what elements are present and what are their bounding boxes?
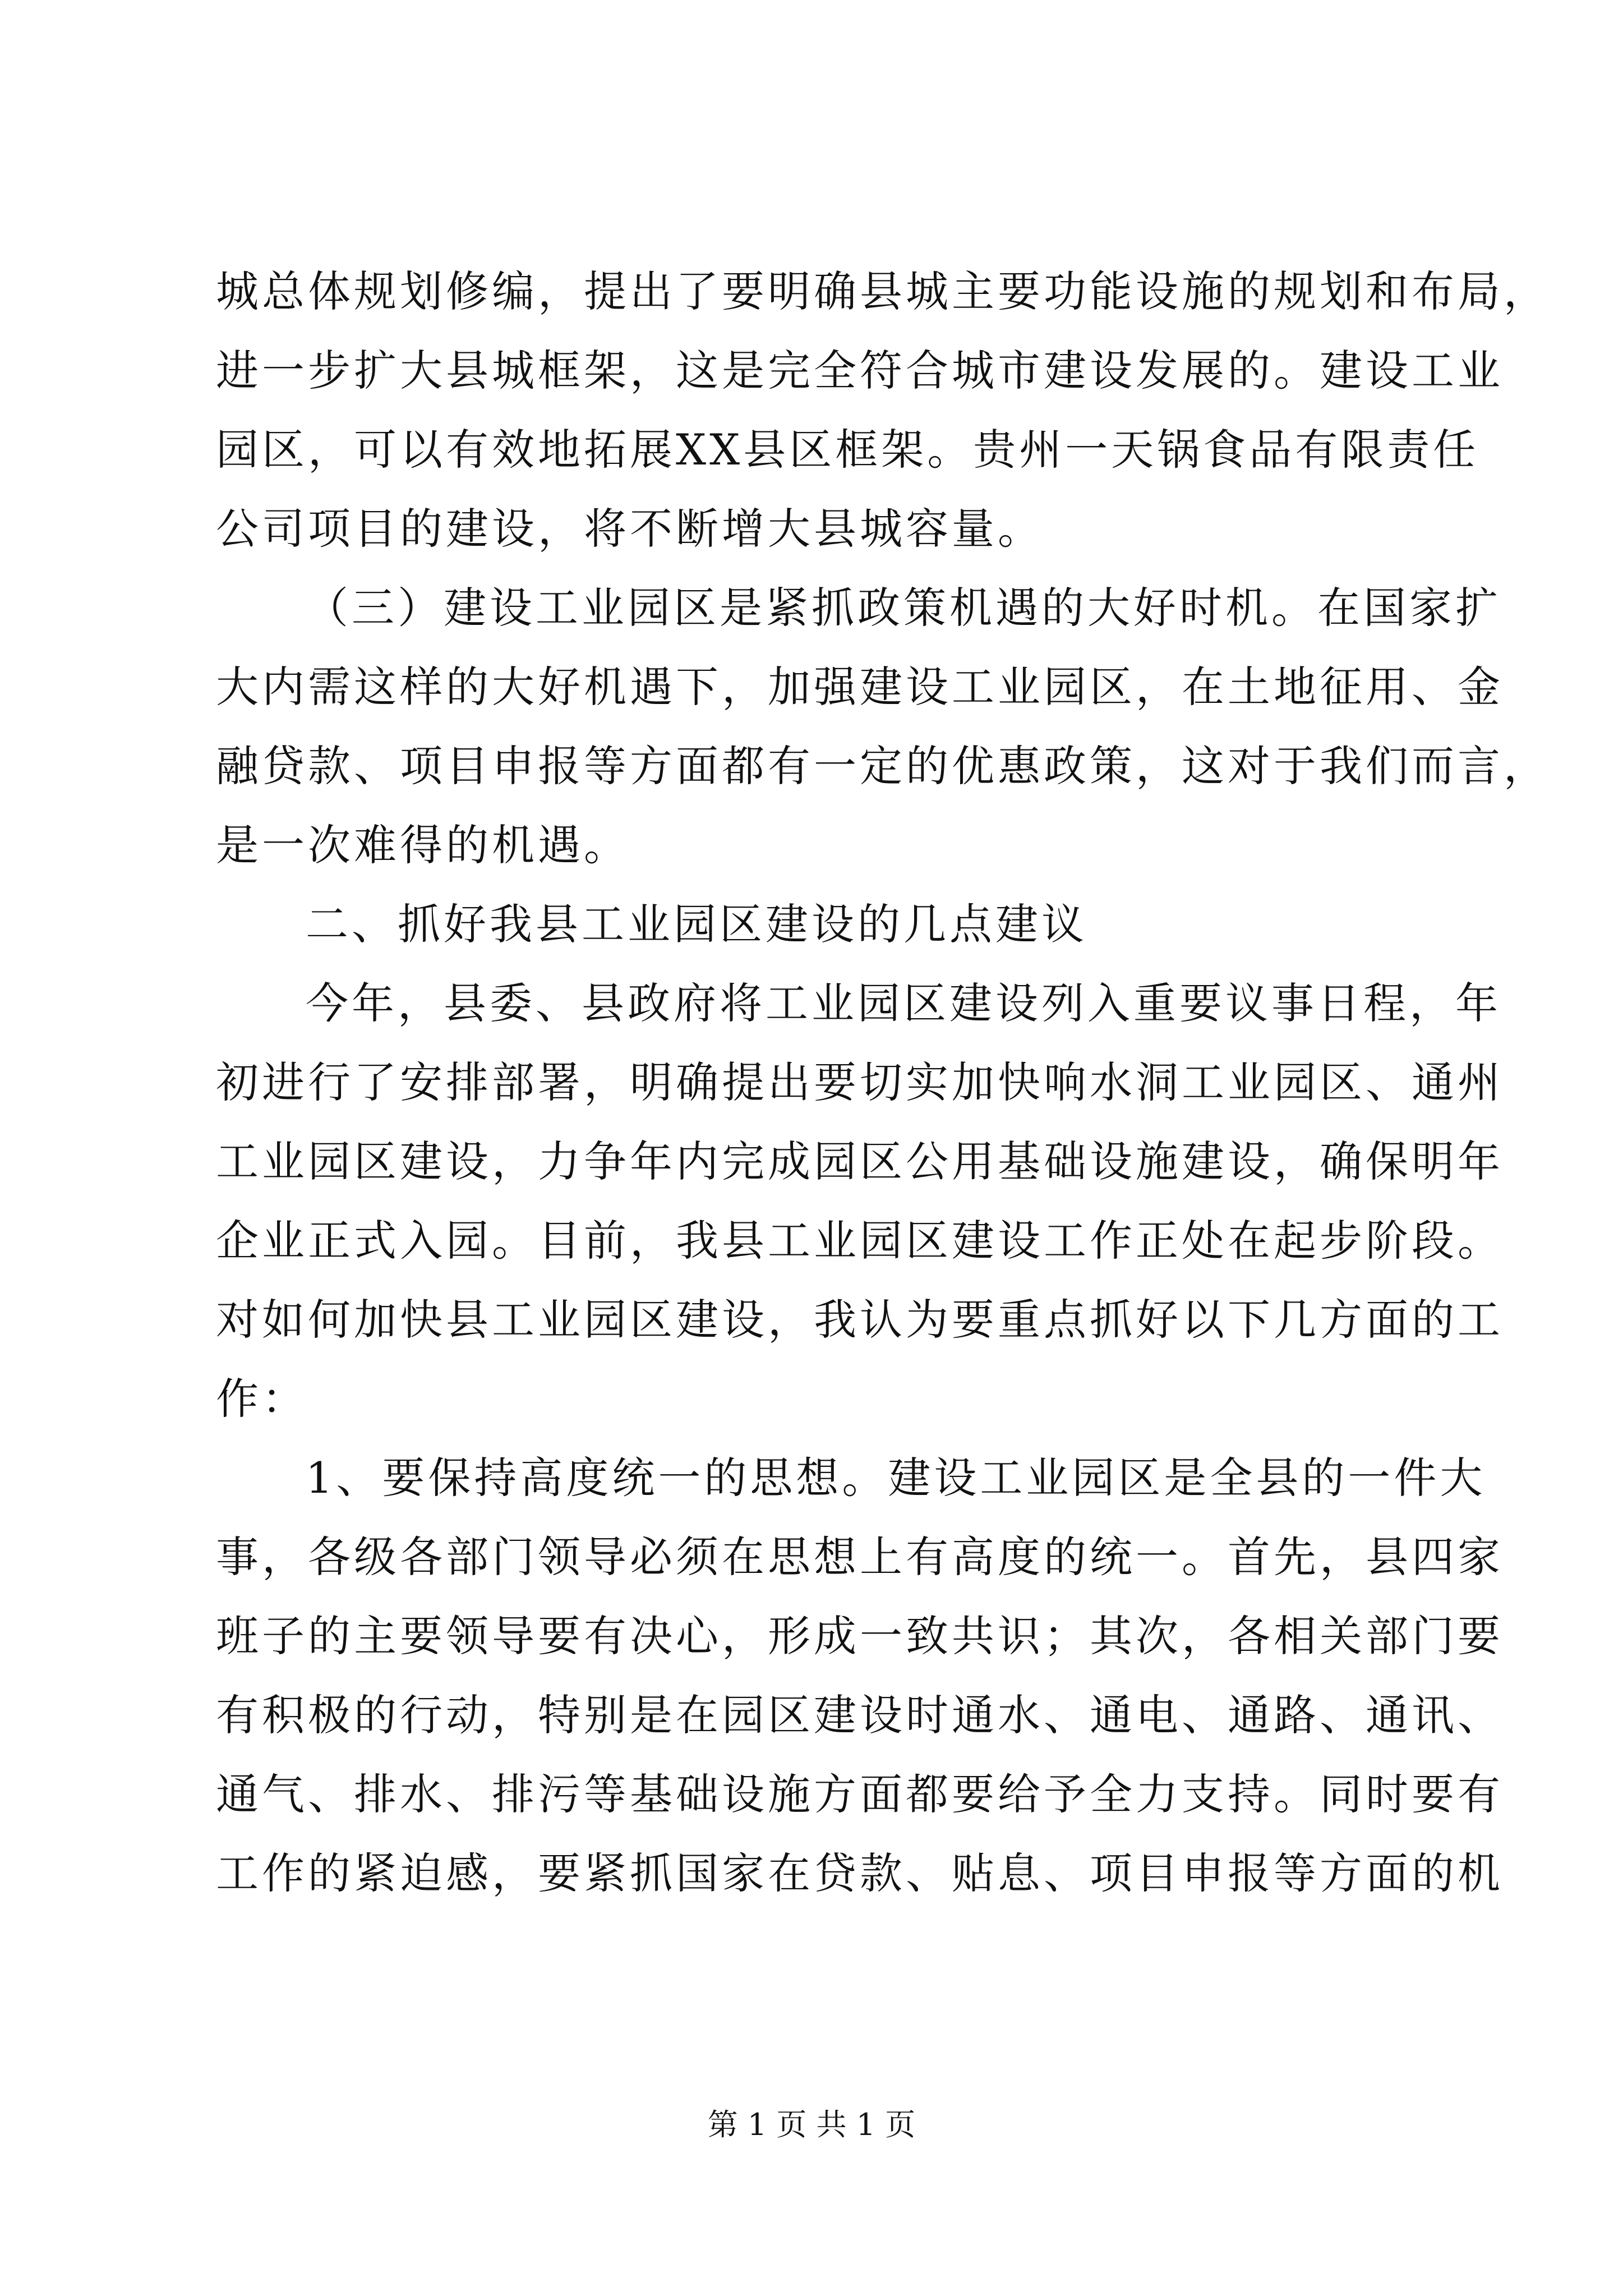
numbered-item-line: 1、要保持高度统一的思想。建设工业园区是全县的一件大 <box>306 1453 1486 1503</box>
text-line: 大内需这样的大好机遇下，加强建设工业园区，在土地征用、金 <box>216 662 1504 712</box>
text-line: 公司项目的建设，将不断增大县城容量。 <box>216 504 1044 554</box>
text-line: 园区，可以有效地拓展XX县区框架。贵州一天锅食品有限责任 <box>216 425 1479 475</box>
text-line: 有积极的行动，特别是在园区建设时通水、通电、通路、通讯、 <box>216 1690 1504 1740</box>
section-heading-line: （三）建设工业园区是紧抓政策机遇的大好时机。在国家扩 <box>306 583 1501 633</box>
text-line: 是一次难得的机遇。 <box>216 820 630 870</box>
text-line: 城总体规划修编，提出了要明确县城主要功能设施的规划和布局， <box>216 266 1550 316</box>
text-line: 初进行了安排部署，明确提出要切实加快响水洞工业园区、通州 <box>216 1057 1504 1107</box>
text-line: 工作的紧迫感，要紧抓国家在贷款、贴息、项目申报等方面的机 <box>216 1848 1504 1898</box>
text-line: 工业园区建设，力争年内完成园区公用基础设施建设，确保明年 <box>216 1137 1504 1186</box>
text-line: 今年，县委、县政府将工业园区建设列入重要议事日程，年 <box>306 978 1501 1028</box>
section-heading: 二、抓好我县工业园区建设的几点建议 <box>306 899 1087 949</box>
text-line: 事，各级各部门领导必须在思想上有高度的统一。首先，县四家 <box>216 1532 1504 1582</box>
page-footer: 第 1 页 共 1 页 <box>707 2107 916 2142</box>
text-line: 企业正式入园。目前，我县工业园区建设工作正处在起步阶段。 <box>216 1216 1504 1266</box>
text-line: 作： <box>216 1374 308 1424</box>
text-line: 融贷款、项目申报等方面都有一定的优惠政策，这对于我们而言， <box>216 741 1550 791</box>
text-line: 对如何加快县工业园区建设，我认为要重点抓好以下几方面的工 <box>216 1295 1504 1345</box>
text-line: 通气、排水、排污等基础设施方面都要给予全力支持。同时要有 <box>216 1769 1504 1819</box>
text-line: 班子的主要领导要有决心，形成一致共识；其次，各相关部门要 <box>216 1611 1504 1661</box>
text-line: 进一步扩大县城框架，这是完全符合城市建设发展的。建设工业 <box>216 346 1504 395</box>
